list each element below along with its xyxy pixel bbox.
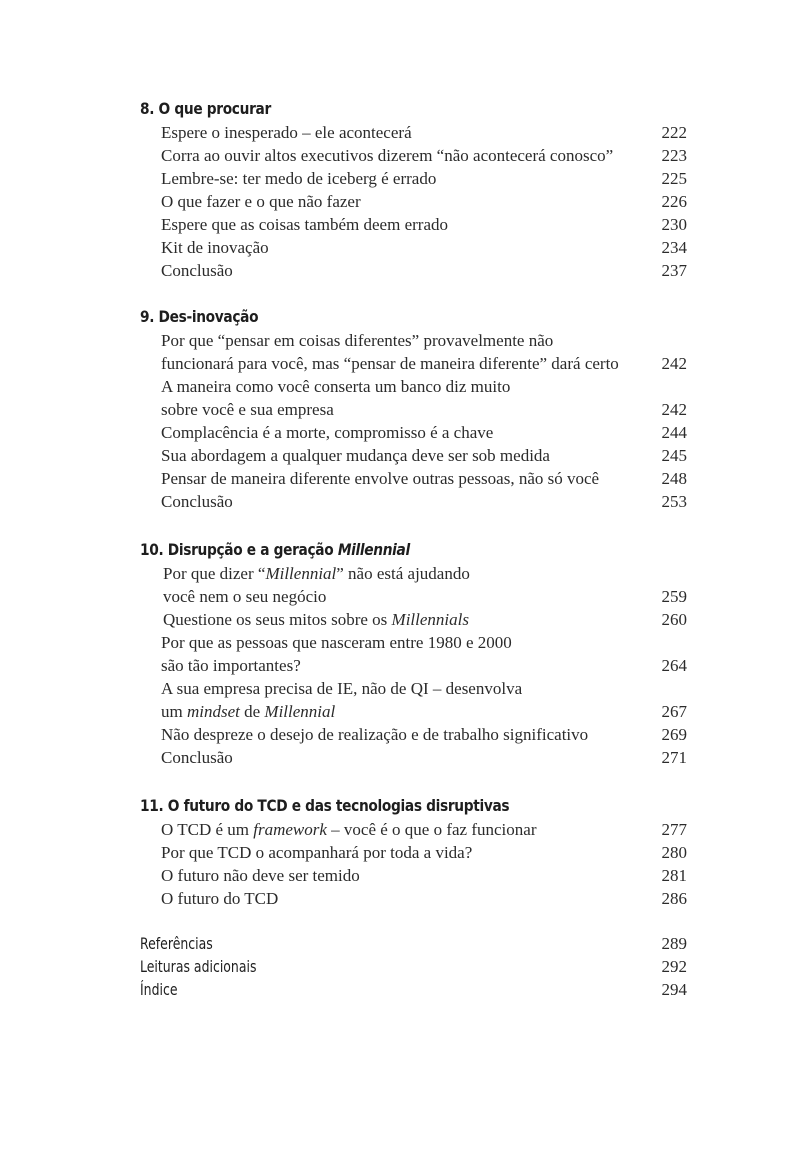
toc-entry[interactable] [140,444,687,467]
chapter-title: 9. Des-inovação [140,307,259,326]
page-number: 222 [661,123,687,142]
entry-text: Corra ao ouvir altos executivos dizerem “não acontecerá conosco” [161,146,614,165]
page-number: 223 [661,146,687,165]
page-number: 271 [661,748,687,767]
entry-text-part: um [161,702,187,721]
entry-text: Espere o inesperado – ele acontecerá [161,123,412,142]
page-number: 267 [661,702,687,721]
entry-text-part: Por que dizer “ [163,564,266,583]
toc-entry-line[interactable] [140,329,687,352]
toc-entry-line[interactable] [140,562,687,585]
toc-entry[interactable] [140,887,687,910]
page-number: 225 [661,169,687,188]
entry-text: Espere que as coisas também deem errado [161,215,448,234]
entry-text: A sua empresa precisa de IE, não de QI – desenvolva [161,679,523,698]
page-number: 248 [661,469,687,488]
toc-entry[interactable] [140,259,687,282]
toc-entry[interactable] [140,213,687,236]
toc-entry[interactable] [140,144,687,167]
page-number: 237 [661,261,687,280]
chapter-title [140,538,610,562]
page-number: 242 [661,354,687,373]
toc-entry-further-reading[interactable] [140,955,687,978]
entry-text-part: – você é o que o faz funcionar [326,820,537,839]
entry-text-continued: funcionará para você, mas “pensar de maneira diferente” dará certo [161,354,619,373]
toc-entry[interactable] [140,841,687,864]
entry-text: Por que “pensar em coisas diferentes” provavelmente não [161,331,554,350]
chapter-9 [140,305,687,513]
entry-text-part: Questione os seus mitos sobre os [163,610,392,629]
page-number: 280 [661,843,687,862]
page-number: 294 [661,980,687,999]
toc-entry[interactable] [140,467,687,490]
toc-entry[interactable] [140,700,687,723]
toc-entry[interactable] [140,121,687,144]
entry-text-italic: framework [253,820,327,839]
chapter-title: 11. O futuro do TCD e das tecnologias disruptivas [140,796,510,815]
entry-text: Por que TCD o acompanhará por toda a vida? [161,843,473,862]
entry-text-italic: Millennial [265,564,337,583]
toc-entry[interactable] [140,585,687,608]
page-number: 260 [661,610,687,629]
toc-entry[interactable] [140,746,687,769]
chapter-title-text: 10. Disrupção e a geração [140,540,338,559]
page-number: 292 [661,957,687,976]
toc-entry[interactable] [140,398,687,421]
toc-entry[interactable] [140,236,687,259]
entry-text: Leituras adicionais [140,957,257,976]
entry-text: Conclusão [161,261,233,280]
entry-text: A maneira como você conserta um banco diz muito [161,377,511,396]
chapter-10 [140,538,687,769]
chapter-8 [140,97,687,282]
page-number: 259 [661,587,687,606]
page-number: 245 [661,446,687,465]
entry-text: Lembre-se: ter medo de iceberg é errado [161,169,437,188]
page-number: 264 [661,656,687,675]
page-number: 269 [661,725,687,744]
page-number: 242 [661,400,687,419]
entry-text: O futuro não deve ser temido [161,866,360,885]
entry-text-part: O TCD é um [161,820,254,839]
entry-text: O que fazer e o que não fazer [161,192,361,211]
entry-text-part: de [239,702,265,721]
entry-text: Kit de inovação [161,238,269,257]
entry-text [163,608,469,631]
toc-entry[interactable] [140,723,687,746]
entry-text: Sua abordagem a qualquer mudança deve ser sob medida [161,446,550,465]
entry-text [163,562,470,585]
page-number: 244 [661,423,687,442]
chapter-title-italic: Millennial [337,540,410,559]
page-number: 277 [661,820,687,839]
page-number: 234 [661,238,687,257]
chapter-11 [140,794,687,910]
toc-entry-references[interactable] [140,932,687,955]
toc-entry-line[interactable] [140,375,687,398]
entry-text: Por que as pessoas que nasceram entre 1980 e 2000 [161,633,512,652]
entry-text: Não despreze o desejo de realização e de trabalho significativo [161,725,589,744]
toc-entry-line[interactable] [140,677,687,700]
toc-entry[interactable] [140,352,687,375]
entry-text: Índice [140,980,178,999]
toc-entry[interactable] [140,421,687,444]
chapter-title: 8. O que procurar [140,99,271,118]
toc-entry[interactable] [140,864,687,887]
toc-entry-line[interactable] [140,631,687,654]
toc-entry[interactable] [140,608,687,631]
toc-entry[interactable] [140,190,687,213]
entry-text-continued: são tão importantes? [161,656,301,675]
toc-entry-index[interactable] [140,978,687,1001]
page-number: 253 [661,492,687,511]
back-matter [140,932,687,1001]
entry-text-continued: você nem o seu negócio [163,587,327,606]
entry-text [161,818,537,841]
page-number: 226 [661,192,687,211]
page-number: 281 [661,866,687,885]
entry-text: Complacência é a morte, compromisso é a chave [161,423,494,442]
entry-text-part: ” não está ajudando [336,564,470,583]
page-number: 230 [661,215,687,234]
entry-text: Conclusão [161,748,233,767]
entry-text: Conclusão [161,492,233,511]
entry-text-italic: mindset [186,702,240,721]
toc-entry[interactable] [140,490,687,513]
entry-text: O futuro do TCD [161,889,279,908]
toc-entry[interactable] [140,818,687,841]
entry-text: Pensar de maneira diferente envolve outras pessoas, não só você [161,469,600,488]
page-number: 286 [661,889,687,908]
entry-text-continued [161,700,335,723]
page-number: 289 [661,934,687,953]
entry-text: Referências [140,934,213,953]
toc-entry[interactable] [140,167,687,190]
entry-text-italic: Millennials [391,610,469,629]
entry-text-continued: sobre você e sua empresa [161,400,334,419]
toc-entry[interactable] [140,654,687,677]
entry-text-italic: Millennial [264,702,336,721]
